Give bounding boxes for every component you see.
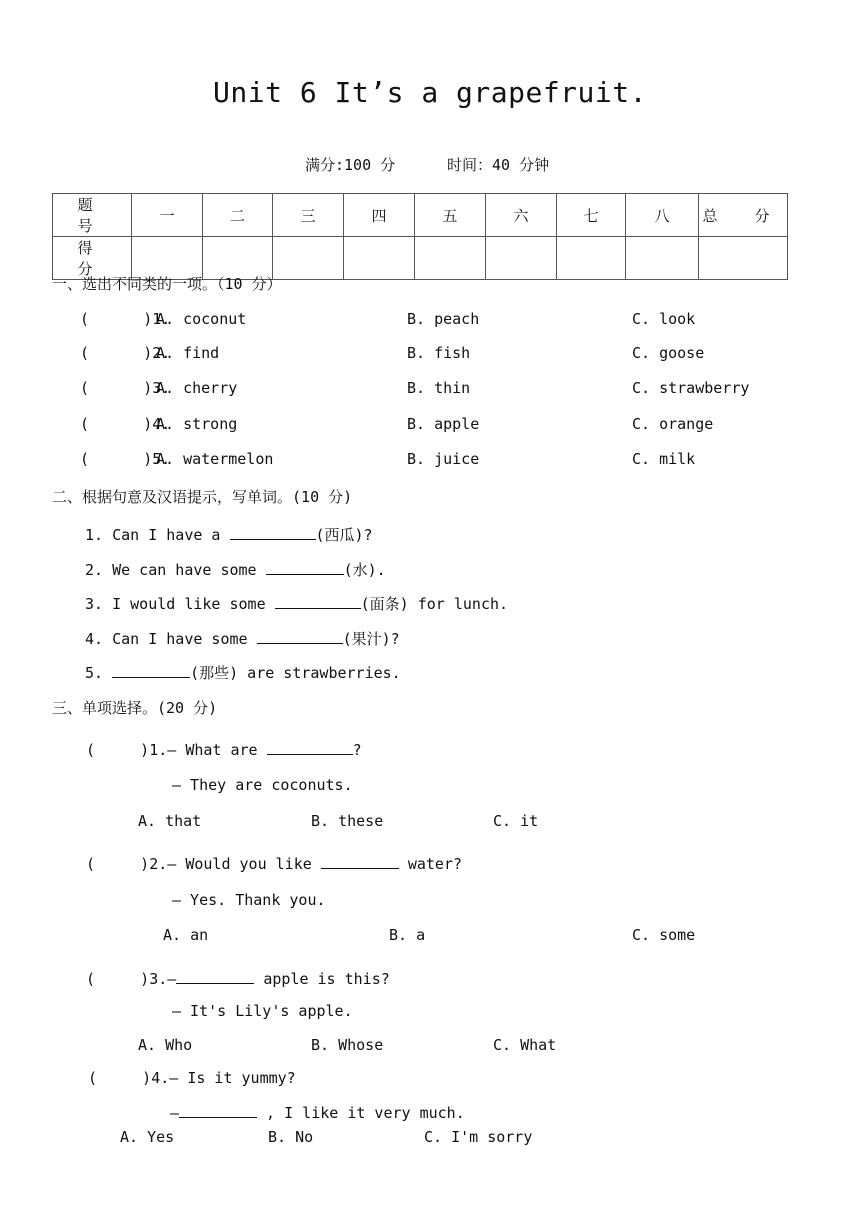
- header-cell: 七: [557, 194, 626, 237]
- s2-q2-pre: 2. We can have some: [85, 561, 266, 579]
- section2-heading: 二、根据句意及汉语提示，写单词。(10 分): [52, 488, 353, 506]
- header-cell: 总 分: [699, 194, 788, 237]
- s2-q4-pre: 4. Can I have some: [85, 630, 257, 648]
- score-cell[interactable]: [415, 237, 486, 280]
- answer-blank[interactable]: [112, 662, 190, 678]
- s3-q2-answer: — Yes. Thank you.: [172, 891, 326, 909]
- header-cell: 一: [132, 194, 203, 237]
- s2-q3-pre: 3. I would like some: [85, 595, 275, 613]
- header-cell: 八: [626, 194, 699, 237]
- s1-q2-option-c: C. goose: [632, 344, 705, 362]
- s3-q1-pre: ( )1.— What are: [86, 741, 267, 759]
- s3-q4-option-b: B. No: [268, 1128, 314, 1146]
- score-table: [52, 193, 788, 280]
- s1-q4-number: ( )4.: [80, 415, 171, 433]
- s2-q1: [85, 524, 373, 545]
- s3-q2: [86, 853, 462, 873]
- s3-q3-answer: — It's Lily's apple.: [172, 1002, 353, 1020]
- s2-q3: [85, 593, 508, 614]
- s3-q4-option-c: C. I'm sorry: [424, 1128, 533, 1146]
- s1-q3-number: ( )3.: [80, 379, 171, 397]
- full-score: 满分:100 分: [305, 156, 396, 174]
- answer-blank[interactable]: [267, 739, 353, 755]
- page-title: Unit 6 It’s a grapefruit.: [213, 76, 647, 109]
- s2-q3-post: (面条) for lunch.: [360, 595, 509, 613]
- s3-q1-answer: — They are coconuts.: [172, 776, 353, 794]
- s1-q3-option-b: B. thin: [407, 379, 471, 397]
- s1-q1-option-a: A. coconut: [156, 310, 247, 328]
- s3-q1-option-a: A. that: [138, 812, 202, 830]
- s1-q2-option-b: B. fish: [407, 344, 471, 362]
- answer-blank[interactable]: [179, 1102, 257, 1118]
- s3-q2-pre: ( )2.— Would you like: [86, 855, 321, 873]
- time-limit: 时间：40 分钟: [447, 156, 550, 174]
- s2-q2: [85, 559, 386, 580]
- header-cell: 二: [203, 194, 273, 237]
- s3-q1-option-c: C. it: [493, 812, 539, 830]
- s3-q3-option-b: B. Whose: [311, 1036, 384, 1054]
- s1-q3-option-c: C. strawberry: [632, 379, 750, 397]
- header-cell: 六: [486, 194, 557, 237]
- row-label: 得 分: [53, 237, 132, 280]
- s3-q1-post: ?: [352, 741, 362, 759]
- header-cell: 四: [344, 194, 415, 237]
- s2-q5-pre: 5.: [85, 664, 113, 682]
- s3-q3-post: apple is this?: [254, 970, 390, 988]
- s1-q2-option-a: A. find: [156, 344, 220, 362]
- header-cell: 五: [415, 194, 486, 237]
- s3-q3: [86, 968, 390, 988]
- s2-q2-post: (水).: [343, 561, 386, 579]
- s2-q1-post: (西瓜)?: [315, 526, 373, 544]
- s3-q4-answer-post: , I like it very much.: [257, 1104, 465, 1122]
- answer-blank[interactable]: [257, 628, 343, 644]
- s1-q5-option-c: C. milk: [632, 450, 696, 468]
- answer-blank[interactable]: [321, 853, 399, 869]
- s1-q5-option-b: B. juice: [407, 450, 480, 468]
- s1-q3-option-a: A. cherry: [156, 379, 238, 397]
- s2-q4-post: (果汁)?: [342, 630, 400, 648]
- section3-heading: 三、单项选择。(20 分): [52, 699, 218, 717]
- answer-blank[interactable]: [230, 524, 316, 540]
- s2-q1-pre: 1. Can I have a: [85, 526, 230, 544]
- s3-q3-option-c: C. What: [493, 1036, 557, 1054]
- s3-q2-option-b: B. a: [389, 926, 426, 944]
- answer-blank[interactable]: [266, 559, 344, 575]
- section1-heading: 一、选出不同类的一项。（10 分）: [52, 275, 282, 293]
- s3-q4: ( )4.— Is it yummy?: [88, 1069, 296, 1087]
- s3-q2-option-a: A. an: [163, 926, 209, 944]
- score-cell[interactable]: [344, 237, 415, 280]
- s1-q2-number: ( )2.: [80, 344, 171, 362]
- s1-q4-option-a: A. strong: [156, 415, 238, 433]
- answer-blank[interactable]: [176, 968, 254, 984]
- s3-q1: [86, 739, 362, 759]
- s3-q2-post: water?: [398, 855, 463, 873]
- score-cell[interactable]: [626, 237, 699, 280]
- s1-q4-option-c: C. orange: [632, 415, 714, 433]
- s3-q2-option-c: C. some: [632, 926, 696, 944]
- s1-q1-option-c: C. look: [632, 310, 696, 328]
- header-cell: 三: [273, 194, 344, 237]
- s1-q5-option-a: A. watermelon: [156, 450, 274, 468]
- s1-q5-number: ( )5.: [80, 450, 171, 468]
- score-cell[interactable]: [557, 237, 626, 280]
- s1-q1-number: ( )1.: [80, 310, 171, 328]
- score-cell[interactable]: [699, 237, 788, 280]
- s2-q5-post: (那些) are strawberries.: [190, 664, 401, 682]
- s3-q1-option-b: B. these: [311, 812, 384, 830]
- s3-q3-option-a: A. Who: [138, 1036, 193, 1054]
- header-cell: 题 号: [53, 194, 132, 237]
- s3-q4-answer: [170, 1102, 465, 1122]
- s2-q4: [85, 628, 400, 649]
- s3-q4-option-a: A. Yes: [120, 1128, 175, 1146]
- s1-q1-option-b: B. peach: [407, 310, 480, 328]
- score-cell[interactable]: [486, 237, 557, 280]
- score-cell[interactable]: [273, 237, 344, 280]
- s2-q5: [85, 662, 401, 683]
- score-table-header-row: [53, 194, 788, 237]
- answer-blank[interactable]: [275, 593, 361, 609]
- s1-q4-option-b: B. apple: [407, 415, 480, 433]
- s3-q4-answer-pre: —: [170, 1104, 180, 1122]
- s3-q3-pre: ( )3.—: [86, 970, 177, 988]
